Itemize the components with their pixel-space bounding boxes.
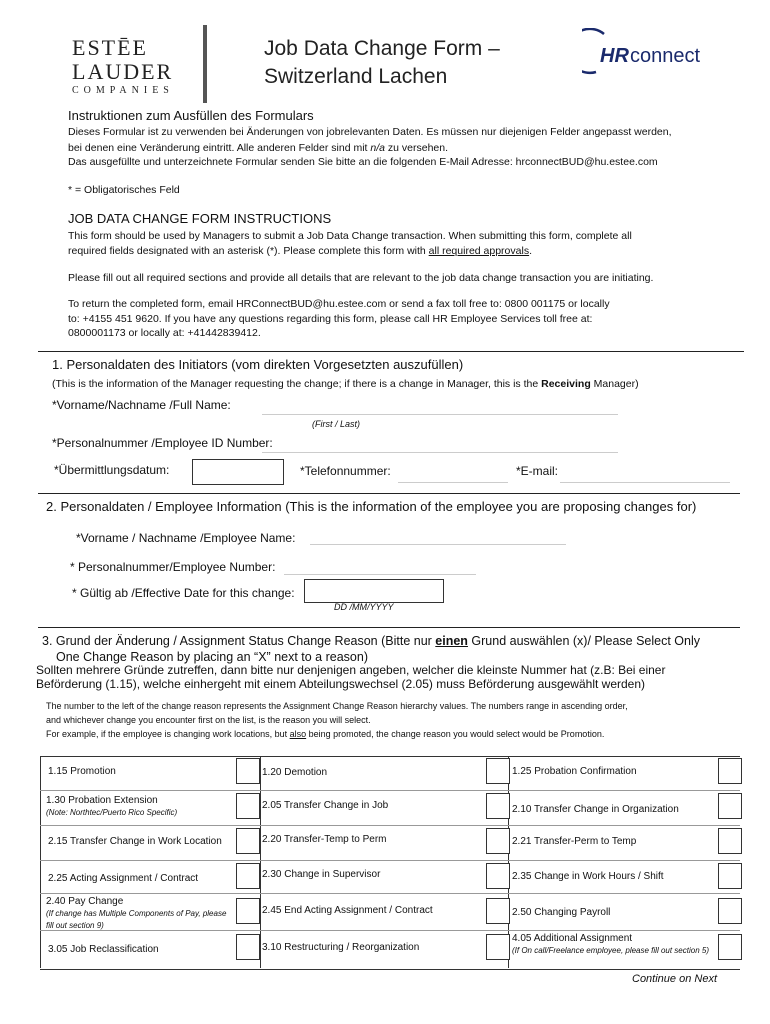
en-p2a: required fields designated with an asterisk (*). Please complete this form with (68, 245, 429, 257)
grid-row-line (40, 825, 740, 826)
section2-title: 2. Personaldaten / Employee Information (This is the information of the employee you are proposing changes for) (46, 499, 697, 514)
de-instructions-p1: Dieses Formular ist zu verwenden bei Änderungen von jobrelevanten Daten. Es müssen nur diejenigen Felder angepasst werden, (68, 126, 672, 138)
s1-phone-field[interactable] (398, 482, 508, 483)
reason-2-40-note: (If change has Multiple Components of Pay, please fill out section 9) (46, 909, 227, 930)
section1-title: 1. Personaldaten des Initiators (vom direkten Vorgesetzten auszufüllen) (52, 357, 464, 372)
reason-2-40-cell (46, 896, 232, 932)
en-instructions-p3: Please fill out all required sections and provide all details that are relevant to the job data change transaction you are initiating. (68, 272, 654, 284)
logo-line-2: LAUDER (72, 59, 174, 84)
reason-3-10-label: 3.10 Restructuring / Reorganization (262, 942, 420, 953)
hr-connect-logo (582, 28, 742, 78)
en-instructions-p5: to: +4155 451 9620. If you have any questions regarding this form, please call HR Employee Services toll free at: (68, 313, 593, 325)
s2-employee-name-field[interactable] (310, 544, 566, 545)
reason-3-05-checkbox[interactable] (236, 934, 260, 960)
s2-employee-number-label: * Personalnummer/Employee Number: (70, 560, 276, 574)
s1-note-a: (This is the information of the Manager requesting the change; if there is a change in Manager, this is the (52, 378, 542, 390)
reason-2-20-label: 2.20 Transfer-Temp to Perm (262, 834, 387, 845)
en-instructions-p1: This form should be used by Managers to submit a Job Data Change transaction. When submitting this form, complete all (68, 230, 632, 242)
reason-1-30-label: 1.30 Probation Extension (46, 795, 158, 806)
s3-de-line2: Beförderung (1.15), welche einhergeht mit einem Abteilungswechsel (2.05) muss Beförderung ausgewählt werden) (36, 677, 646, 691)
de-instructions-heading: Instruktionen zum Ausfüllen des Formulars (68, 108, 314, 123)
s2-effective-date-hint: DD /MM/YYYY (334, 602, 394, 612)
de-instructions-p3: Das ausgefüllte und unterzeichnete Formular senden Sie bitte an die folgenden E-Mail Adresse: hrconnectBUD@hu.estee.com (68, 156, 658, 168)
s3-en3a: For example, if the employee is changing work locations, but (46, 729, 290, 739)
reason-2-45-checkbox[interactable] (486, 898, 510, 924)
s1-date-field[interactable] (192, 459, 284, 485)
s1-note-b: Receiving (541, 378, 591, 390)
s3-title-b: (Bitte nur (381, 634, 436, 648)
reason-2-45-label: 2.45 End Acting Assignment / Contract (262, 905, 433, 916)
s2-employee-number-field[interactable] (284, 574, 476, 575)
s3-en-line3 (46, 726, 604, 742)
section3-divider (38, 627, 740, 628)
reason-2-35-checkbox[interactable] (718, 863, 742, 889)
en-instructions-p4: To return the completed form, email HRConnectBUD@hu.estee.com or send a fax toll free to: 0800 001175 or locally (68, 298, 610, 310)
grid-row-line (40, 860, 740, 861)
reason-2-05-checkbox[interactable] (486, 793, 510, 819)
reason-1-30-checkbox[interactable] (236, 793, 260, 819)
en-p2c: . (529, 245, 532, 257)
en-instructions-p6: 0800001173 or locally at: +41442839412. (68, 327, 261, 339)
reason-3-10-checkbox[interactable] (486, 934, 510, 960)
reason-2-15-label: 2.15 Transfer Change in Work Location (48, 836, 222, 847)
logo-line-3: COMPANIES (72, 85, 174, 96)
grid-row-line (40, 893, 740, 894)
en-p2b: all required approvals (428, 245, 530, 257)
s2-effective-date-field[interactable] (304, 579, 444, 603)
hr-logo-suffix: connect (630, 45, 701, 67)
s3-title-a: 3. Grund der Änderung / Assignment Status Change Reason (42, 634, 382, 648)
logo-line-1: ESTĒE (72, 35, 148, 60)
reason-1-20-checkbox[interactable] (486, 758, 510, 784)
s1-email-field[interactable] (560, 482, 730, 483)
en-instructions-heading: JOB DATA CHANGE FORM INSTRUCTIONS (68, 211, 332, 226)
reason-2-10-label: 2.10 Transfer Change in Organization (512, 804, 679, 815)
s3-de-line1: Sollten mehrere Gründe zutreffen, dann bitte nur denjenigen angeben, welcher die kleinste Nummer hat (z.B: Bei einer (36, 663, 666, 677)
s1-note-c: Manager) (590, 378, 639, 390)
de-p2a: bei denen eine Veränderung eintritt. Alle anderen Felder sind mit (68, 142, 371, 154)
reason-1-25-checkbox[interactable] (718, 758, 742, 784)
s2-effective-date-label: * Gültig ab /Effective Date for this change: (72, 586, 295, 600)
s3-en3c: being promoted, the change reason you would select would be Promotion. (306, 729, 605, 739)
grid-vline (40, 756, 41, 968)
reason-2-40-label: 2.40 Pay Change (46, 896, 124, 907)
section1-note (52, 376, 639, 392)
s1-full-name-hint: (First / Last) (312, 419, 361, 429)
reason-1-30-note: (Note: Northtec/Puerto Rico Specific) (46, 808, 178, 817)
hr-logo-brand: HR (600, 45, 629, 67)
s3-en-line1: The number to the left of the change reason represents the Assignment Change Reason hierarchy values. The numbers range in ascending order, (46, 701, 628, 711)
grid-vline (260, 756, 261, 968)
s2-employee-name-label: *Vorname / Nachname /Employee Name: (76, 531, 296, 545)
s1-employee-id-label: *Personalnummer /Employee ID Number: (52, 436, 273, 450)
section3-title (42, 634, 700, 648)
reason-2-30-checkbox[interactable] (486, 863, 510, 889)
continue-next-label: Continue on Next (632, 973, 717, 985)
reason-1-25-label: 1.25 Probation Confirmation (512, 766, 637, 777)
grid-row-line (40, 790, 740, 791)
s3-title-d: Grund auswählen (x)/ Please Select Only (467, 634, 701, 648)
reason-2-25-label: 2.25 Acting Assignment / Contract (48, 873, 199, 884)
reason-1-15-checkbox[interactable] (236, 758, 260, 784)
s3-title-c: einen (435, 634, 468, 648)
reason-1-15-label: 1.15 Promotion (48, 766, 116, 777)
reason-2-15-checkbox[interactable] (236, 828, 260, 854)
estee-lauder-logo (72, 36, 174, 98)
header-divider (203, 25, 207, 103)
section2-divider (38, 493, 740, 494)
s1-full-name-field[interactable] (262, 414, 618, 415)
s1-employee-id-field[interactable] (262, 452, 618, 453)
reason-2-40-checkbox[interactable] (236, 898, 260, 924)
reason-2-50-label: 2.50 Changing Payroll (512, 907, 611, 918)
reason-3-05-label: 3.05 Job Reclassification (48, 944, 159, 955)
reason-2-21-label: 2.21 Transfer-Perm to Temp (512, 836, 637, 847)
reason-4-05-checkbox[interactable] (718, 934, 742, 960)
reason-2-35-label: 2.35 Change in Work Hours / Shift (512, 871, 664, 882)
section3-title-cont: One Change Reason by placing an “X” next to a reason) (56, 650, 368, 664)
reason-1-30-cell (46, 795, 177, 819)
s3-en3b: also (289, 729, 307, 739)
s1-full-name-label: *Vorname/Nachname /Full Name: (52, 398, 231, 412)
s1-email-label: *E-mail: (516, 464, 559, 478)
reason-1-20-label: 1.20 Demotion (262, 767, 328, 778)
reason-2-21-checkbox[interactable] (718, 828, 742, 854)
reason-2-25-checkbox[interactable] (236, 863, 260, 889)
page-title (264, 35, 500, 91)
en-instructions-p2 (68, 243, 532, 259)
de-p2c: zu versehen. (384, 142, 449, 154)
section1-divider (38, 351, 744, 352)
s1-date-label: *Übermittlungsdatum: (54, 463, 170, 477)
reason-4-05-note: (If On call/Freelance employee, please fill out section 5) (512, 946, 709, 955)
reason-2-30-label: 2.30 Change in Supervisor (262, 869, 381, 880)
s3-en-line2: and whichever change you encounter first on the list, is the reason you will select. (46, 715, 371, 725)
reason-4-05-label: 4.05 Additional Assignment (512, 933, 633, 944)
reason-2-10-checkbox[interactable] (718, 793, 742, 819)
reason-2-20-checkbox[interactable] (486, 828, 510, 854)
reason-2-50-checkbox[interactable] (718, 898, 742, 924)
required-legend: * = Obligatorisches Feld (68, 184, 180, 196)
de-p2b: n/a (370, 142, 385, 154)
reason-4-05-cell (512, 933, 716, 957)
title-line-1: Job Data Change Form – (264, 37, 500, 60)
reason-2-05-label: 2.05 Transfer Change in Job (262, 800, 389, 811)
s1-phone-label: *Telefonnummer: (300, 464, 391, 478)
title-line-2: Switzerland Lachen (264, 65, 448, 88)
